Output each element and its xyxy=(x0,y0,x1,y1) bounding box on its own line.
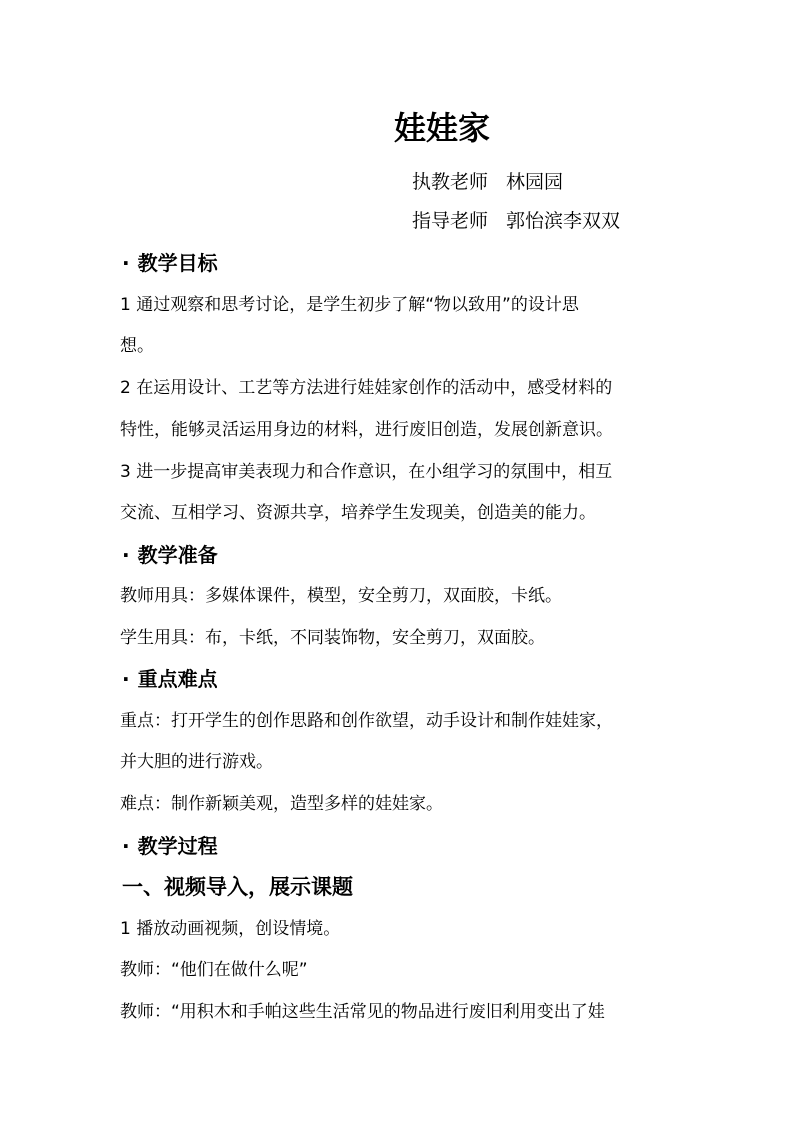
bullet-icon: · xyxy=(122,543,130,567)
goals-line-2: 想。 xyxy=(120,336,154,356)
goals-line-4: 特性，能够灵活运用身边的材料，进行废旧创造，发展创新意识。 xyxy=(120,420,613,440)
goals-line-3: 2 在运用设计、工艺等方法进行娃娃家创作的活动中，感受材料的 xyxy=(120,378,613,398)
advisor-name: 郭怡滨李双双 xyxy=(506,210,621,232)
process-sub-heading: 一、视频导入，展示课题 xyxy=(122,875,353,899)
heading-text: 教学目标 xyxy=(137,251,218,275)
process-line-1: 1 播放动画视频，创设情境。 xyxy=(120,919,341,939)
process-line-2: 教师：“他们在做什么呢” xyxy=(120,960,308,980)
advisor-line xyxy=(412,207,620,235)
document-title: 娃娃家 xyxy=(393,109,490,147)
goals-line-6: 交流、互相学习、资源共享，培养学生发现美，创造美的能力。 xyxy=(120,503,596,523)
goals-line-1: 1 通过观察和思考讨论，是学生初步了解“物以致用”的设计思 xyxy=(120,295,579,315)
heading-text: 教学准备 xyxy=(137,543,218,567)
bullet-icon: · xyxy=(122,667,130,691)
teacher-label: 执教老师 xyxy=(412,171,489,193)
section-heading-key xyxy=(122,664,218,694)
heading-text: 重点难点 xyxy=(137,667,218,691)
key-line-3: 难点：制作新颖美观，造型多样的娃娃家。 xyxy=(120,794,443,814)
process-line-3: 教师：“用积木和手帕这些生活常见的物品进行废旧利用变出了娃 xyxy=(120,1002,605,1022)
heading-text: 教学过程 xyxy=(137,834,218,858)
key-line-1: 重点：打开学生的创作思路和创作欲望，动手设计和制作娃娃家， xyxy=(120,711,613,731)
section-heading-prep xyxy=(122,540,218,570)
section-heading-goals xyxy=(122,248,218,278)
key-line-2: 并大胆的进行游戏。 xyxy=(120,752,273,772)
bullet-icon: · xyxy=(122,251,130,275)
prep-line-1: 教师用具：多媒体课件，模型，安全剪刀，双面胶，卡纸。 xyxy=(120,586,562,606)
bullet-icon: · xyxy=(122,834,130,858)
teacher-line xyxy=(412,168,563,196)
section-heading-process xyxy=(122,831,218,861)
teacher-name: 林园园 xyxy=(506,171,564,193)
prep-line-2: 学生用具：布，卡纸，不同装饰物，安全剪刀，双面胶。 xyxy=(120,628,545,648)
goals-line-5: 3 进一步提高审美表现力和合作意识，在小组学习的氛围中，相互 xyxy=(120,462,613,482)
advisor-label: 指导老师 xyxy=(412,210,489,232)
